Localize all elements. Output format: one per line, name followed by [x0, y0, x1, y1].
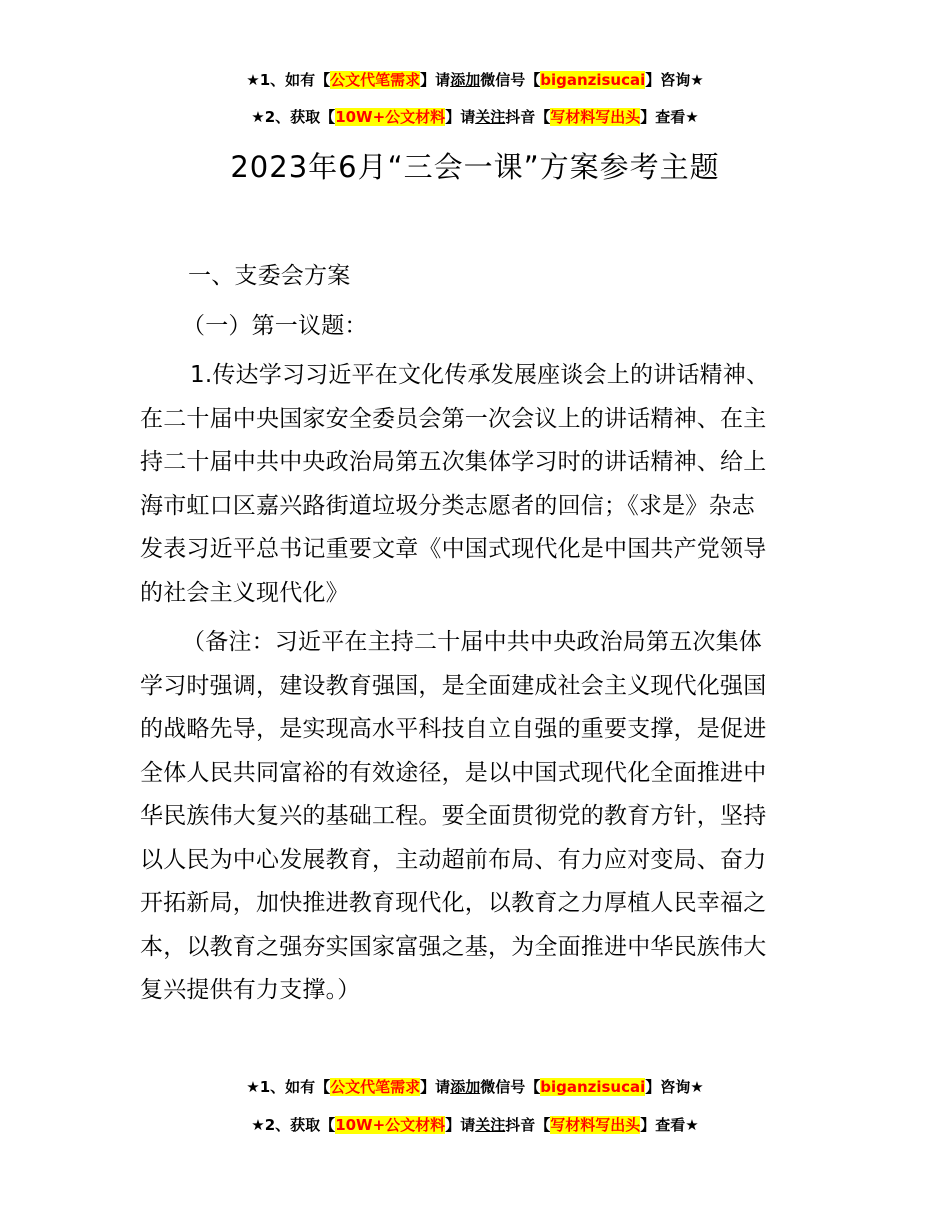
paragraph-line: 在二十届中央国家安全委员会第一次会议上的讲话精神、在主	[140, 405, 767, 432]
promo-text: 微信号【	[480, 71, 541, 89]
agenda-item-1	[140, 354, 812, 615]
promo-text: 】请	[420, 1078, 451, 1096]
footer-promo-line-2	[0, 1115, 950, 1135]
paragraph-line: （备注：习近平在主持二十届中共中央政治局第五次集体	[182, 629, 762, 655]
promo-text: 】请	[445, 1116, 476, 1134]
paragraph-line: 本，以教育之强夯实国家富强之基，为全面推进中华民族伟大	[140, 933, 767, 960]
remark-paragraph	[140, 621, 812, 1013]
promo-text: 】请	[445, 108, 476, 126]
paragraph-line: 海市虹口区嘉兴路街道垃圾分类志愿者的回信；《求是》杂志	[140, 492, 755, 519]
paragraph-line: 持二十届中共中央政治局第五次集体学习时的讲话精神、给上	[140, 449, 767, 475]
paragraph-line: 学习时强调，建设教育强国，是全面建成社会主义现代化强国	[140, 672, 767, 699]
promo-text: ★1、如有【	[246, 1078, 331, 1096]
promo-text: ★2、获取【	[251, 1116, 336, 1134]
paragraph-line: 的战略先导，是实现高水平科技自立自强的重要支撑，是促进	[140, 716, 767, 742]
promo-text: ★1、如有【	[246, 71, 331, 89]
paragraph-line: 以人民为中心发展教育，主动超前布局、有力应对变局、奋力	[140, 846, 767, 873]
promo-underlined-text: 关注	[475, 1116, 506, 1134]
header-promo-line-1	[0, 70, 950, 90]
promo-underlined-text: 添加	[450, 1078, 481, 1096]
paragraph-line: 全体人民共同富裕的有效途径，是以中国式现代化全面推进中	[140, 759, 767, 786]
promo-underlined-text: 关注	[475, 108, 506, 126]
promo-text: 】咨询★	[645, 71, 704, 89]
promo-text: 抖音【	[505, 1116, 551, 1134]
section-heading: 一、支委会方案	[188, 263, 351, 289]
footer-promo-line-1	[0, 1077, 950, 1097]
promo-text: 微信号【	[480, 1078, 541, 1096]
paragraph-line: 华民族伟大复兴的基础工程。要全面贯彻党的教育方针，坚持	[140, 803, 767, 829]
promo-highlight: 10W+公文材料	[335, 108, 446, 126]
wechat-id-highlight: biganzisucai	[540, 71, 646, 89]
document-title: 2023年6月“三会一课”方案参考主题	[230, 150, 720, 184]
promo-text: 抖音【	[505, 108, 551, 126]
paragraph-line: 1.传达学习习近平在文化传承发展座谈会上的讲话精神、	[190, 362, 770, 388]
header-promo-line-2	[0, 107, 950, 127]
promo-highlight: 公文代笔需求	[330, 71, 421, 89]
promo-highlight: 10W+公文材料	[335, 1116, 446, 1134]
paragraph-line: 的社会主义现代化》	[140, 579, 349, 606]
promo-underlined-text: 添加	[450, 71, 481, 89]
promo-text: 】咨询★	[645, 1078, 704, 1096]
paragraph-line: 开拓新局，加快推进教育现代化，以教育之力厚植人民幸福之	[140, 890, 767, 916]
document-body	[140, 255, 812, 1013]
paragraph-line: 发表习近平总书记重要文章《中国式现代化是中国共产党领导	[140, 536, 767, 562]
paragraph-line: 复兴提供有力支撑。）	[140, 977, 361, 1003]
douyin-id-highlight: 写材料写出头	[550, 108, 641, 126]
promo-text: ★2、获取【	[251, 108, 336, 126]
wechat-id-highlight: biganzisucai	[540, 1078, 646, 1096]
promo-text: 】请	[420, 71, 451, 89]
promo-text: 】查看★	[640, 108, 699, 126]
subsection-heading: （一）第一议题：	[182, 312, 368, 339]
douyin-id-highlight: 写材料写出头	[550, 1116, 641, 1134]
promo-highlight: 公文代笔需求	[330, 1078, 421, 1096]
promo-text: 】查看★	[640, 1116, 699, 1134]
